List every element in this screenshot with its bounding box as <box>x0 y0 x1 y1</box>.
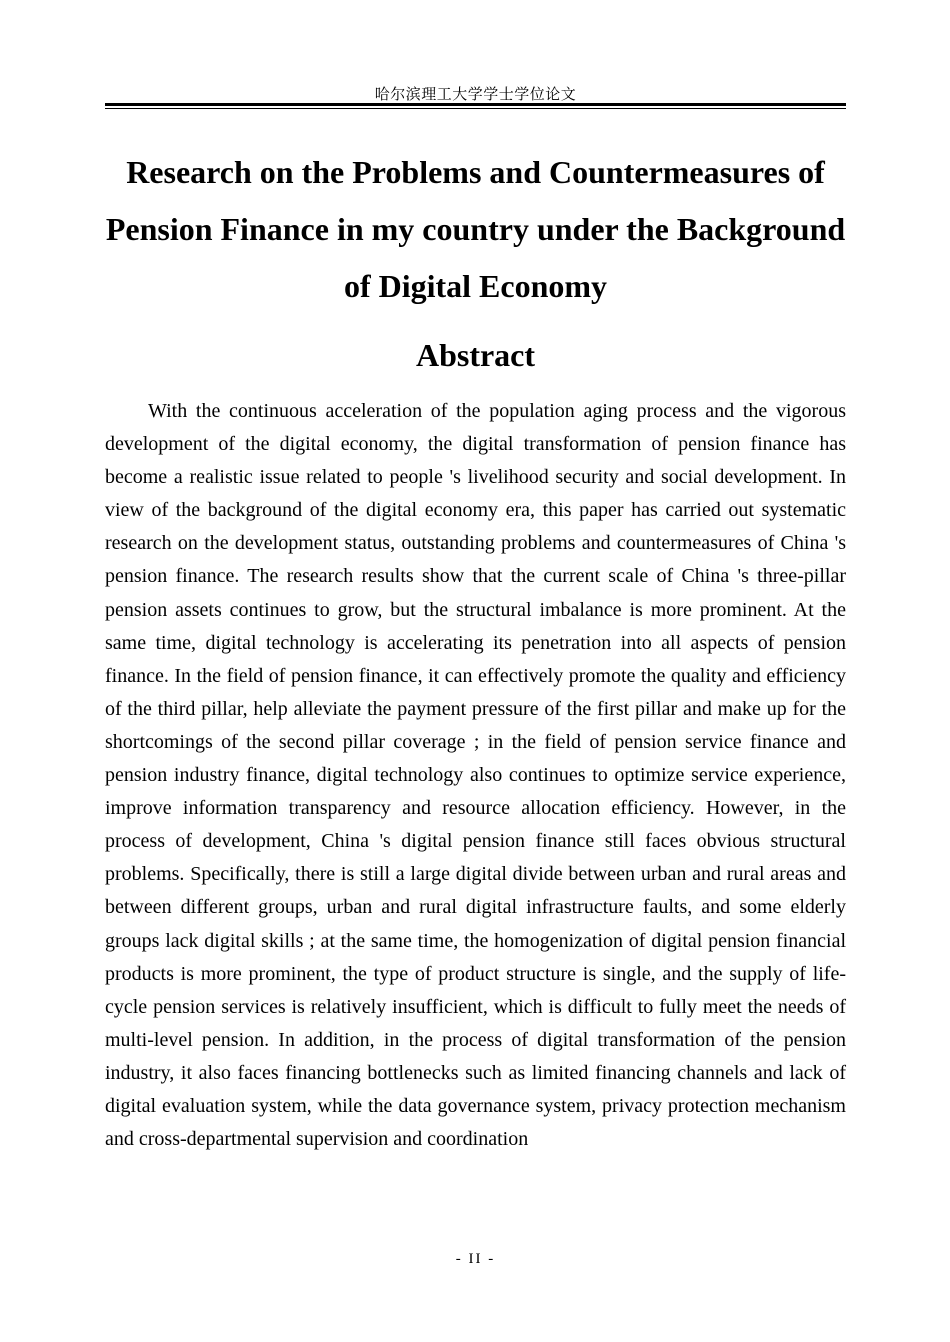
header-rule-thin <box>105 108 846 109</box>
thesis-title: Research on the Problems and Countermeasures of Pension Finance in my country under the Background of Digital Economy <box>105 154 846 304</box>
abstract-body: With the continuous acceleration of the population aging process and the vigorous development of the digital economy, the digital transformation of pension finance has become a realistic issue related to people 's livelihood security and social development. In view of the background of the digital economy era, this paper has carried out systematic research on the development status, outstanding problems and countermeasures of China 's pension finance. The research results show that the current scale of China 's three-pillar pension assets continues to grow, but the structural imbalance is more prominent. At the same time, digital technology is accelerating its penetration into all aspects of pension finance. In the field of pension finance, it can effectively promote the quality and efficiency of the third pillar, help alleviate the payment pressure of the first pillar and make up for the shortcomings of the second pillar coverage ; in the field of pension service finance and pension industry finance, digital technology also continues to optimize service experience, improve information transparency and resource allocation efficiency. However, in the process of development, China 's digital pension finance still faces obvious structural problems. Specifically, there is still a large digital divide between urban and rural areas and between different groups, urban and rural digital infrastructure faults, and some elderly groups lack digital skills ; at the same time, the homogenization of digital pension financial products is more prominent, the type of product structure is single, and the supply of life-cycle pension services is relatively insufficient, which is difficult to fully meet the needs of multi-level pension. In addition, in the process of digital transformation of the pension industry, it also faces financing bottlenecks such as limited financing channels and lack of digital evaluation system, while the data governance system, privacy protection mechanism and cross-departmental supervision and coordination <box>105 400 846 1151</box>
page-number: - II - <box>455 1251 496 1267</box>
header-rule-thick <box>105 103 846 106</box>
abstract-heading: Abstract <box>415 337 536 373</box>
running-header: 哈尔滨理工大学学士学位论文 <box>374 85 577 103</box>
